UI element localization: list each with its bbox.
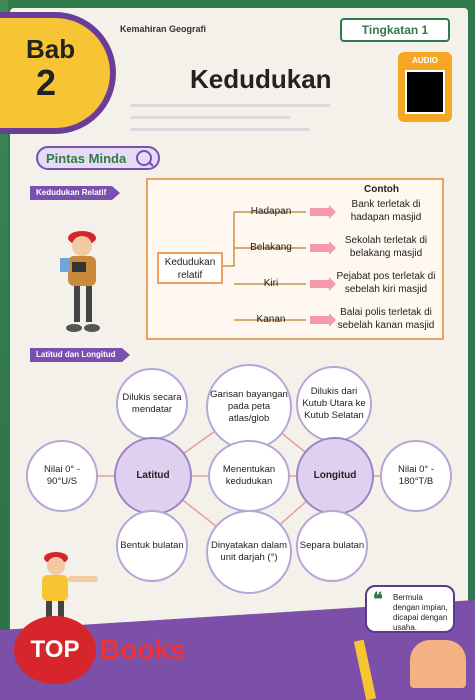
chapter-label: Bab [26,34,76,64]
node-nilai-longitud: Nilai 0° - 180°T/B [380,440,452,512]
page-title: Kedudukan [190,64,332,94]
pintas-minda-label: Pintas Minda [46,151,127,166]
branch-hadapan: Hadapan [250,206,292,217]
section-label-relative: Kedudukan Relatif [30,186,112,200]
topbooks-logo-books: Books [100,634,186,665]
node-nilai-latitud: Nilai 0° - 90°U/S [26,440,98,512]
motivational-quote-bubble [365,585,455,633]
example-hadapan: Bank terletak di hadapan masjid [350,199,422,223]
node-latitud: Latitud [114,437,192,515]
hand-illustration [410,640,466,688]
node-longitud: Longitud [296,437,374,515]
example-kanan: Balai polis terletak di sebelah kanan masjid [337,307,435,331]
example-heading: Contoh [364,184,399,195]
node-dilukis-mendatar: Dilukis secara mendatar [116,368,188,440]
branch-kanan: Kanan [256,314,286,325]
node-dilukis-kutub: Dilukis dari Kutub Utara ke Kutub Selatan [296,366,372,442]
branch-kiri: Kiri [263,278,279,289]
node-garisan-bayangan: Garisan bayangan pada peta atlas/glob [206,364,292,450]
node-separa-bulatan: Separa bulatan [296,510,368,582]
subject-label: Kemahiran Geografi [120,24,207,34]
relative-root-node: Kedudukan relatif [157,252,223,284]
chapter-number: 2 [36,62,57,103]
branch-belakang: Belakang [250,242,292,253]
node-bentuk-bulatan: Bentuk bulatan [116,510,188,582]
node-menentukan-kedudukan: Menentukan kedudukan [208,440,290,512]
quote-mark-icon: ❝ [373,589,383,610]
topbooks-logo-top: TOP [14,616,96,684]
node-dinyatakan-darjah: Dinyatakan dalam unit darjah (°) [206,510,292,594]
example-belakang: Sekolah terletak di belakang masjid [344,235,428,259]
student-character-illustration [34,548,108,622]
example-kiri: Pejabat pos terletak di sebelah kiri masjid [336,271,436,295]
quote-text: Bermula dengan impian, dicapai dengan usaha. [393,593,448,632]
form-level-badge: Tingkatan 1 [340,18,450,42]
section-label-latlong: Latitud dan Longitud [30,348,122,362]
audio-label: AUDIO [412,56,438,65]
